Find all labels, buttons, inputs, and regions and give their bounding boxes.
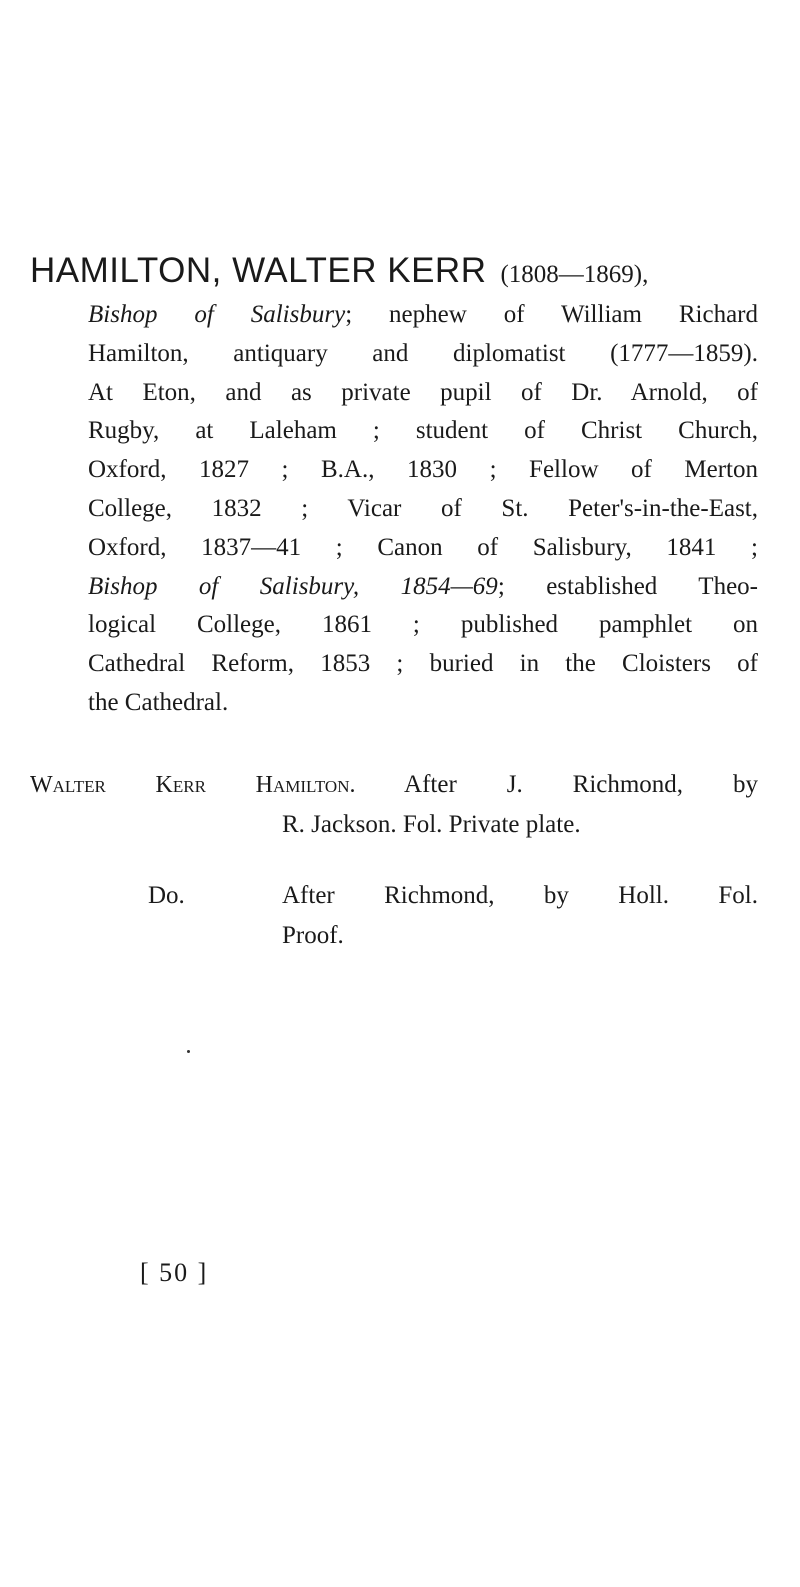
- entry-line: the Cathedral.: [88, 688, 229, 716]
- portrait-listing-second: [148, 876, 758, 956]
- portrait-second-details: [282, 876, 758, 956]
- entry-line: Oxford, 1827 ; B.A., 1830 ; Fellow of Merton: [88, 456, 758, 484]
- entry-line: Rugby, at Laleham ; student of Christ Church,: [88, 417, 758, 445]
- entry-heading: [30, 250, 760, 296]
- entry-line: Oxford, 1837—41 ; Canon of Salisbury, 1841 ;: [88, 533, 758, 561]
- portrait-listing-first: [30, 765, 758, 845]
- entry-line-text: ; established Theo-: [497, 572, 758, 600]
- portrait-first-details: After J. Richmond, by: [404, 771, 758, 798]
- entry-name: HAMILTON, WALTER KERR: [30, 251, 487, 290]
- biography-entry: [30, 250, 760, 723]
- ink-speck: [187, 1050, 190, 1053]
- portrait-second-line2: Proof.: [282, 922, 344, 949]
- entry-line: Cathedral Reform, 1853 ; buried in the Cloisters of: [88, 650, 758, 678]
- entry-line: [88, 296, 758, 335]
- portrait-sitter-name: Walter Kerr Hamilton.: [30, 772, 356, 798]
- ditto-label: Do.: [148, 882, 185, 909]
- entry-line: [88, 568, 758, 607]
- entry-dates: (1808—1869),: [500, 261, 649, 288]
- portrait-first-line2: R. Jackson. Fol. Private plate.: [282, 811, 581, 838]
- entry-line-text: ; nephew of William Richard: [345, 301, 758, 328]
- entry-line-italic: Bishop of Salisbury: [88, 301, 346, 328]
- entry-line-italic: Bishop of Salisbury, 1854—69: [88, 572, 498, 600]
- entry-line: College, 1832 ; Vicar of St. Peter's-in-the-East,: [88, 494, 758, 522]
- portrait-second-line1: After Richmond, by Holl. Fol.: [282, 882, 758, 909]
- page-number: [ 50 ]: [140, 1258, 209, 1287]
- entry-line: logical College, 1861 ; published pamphlet on: [88, 611, 758, 639]
- entry-body: [88, 296, 758, 723]
- entry-line: Hamilton, antiquary and diplomatist (1777—1859).: [88, 339, 758, 367]
- portrait-first-line1: [30, 765, 758, 805]
- entry-line: At Eton, and as private pupil of Dr. Arnold, of: [88, 378, 758, 406]
